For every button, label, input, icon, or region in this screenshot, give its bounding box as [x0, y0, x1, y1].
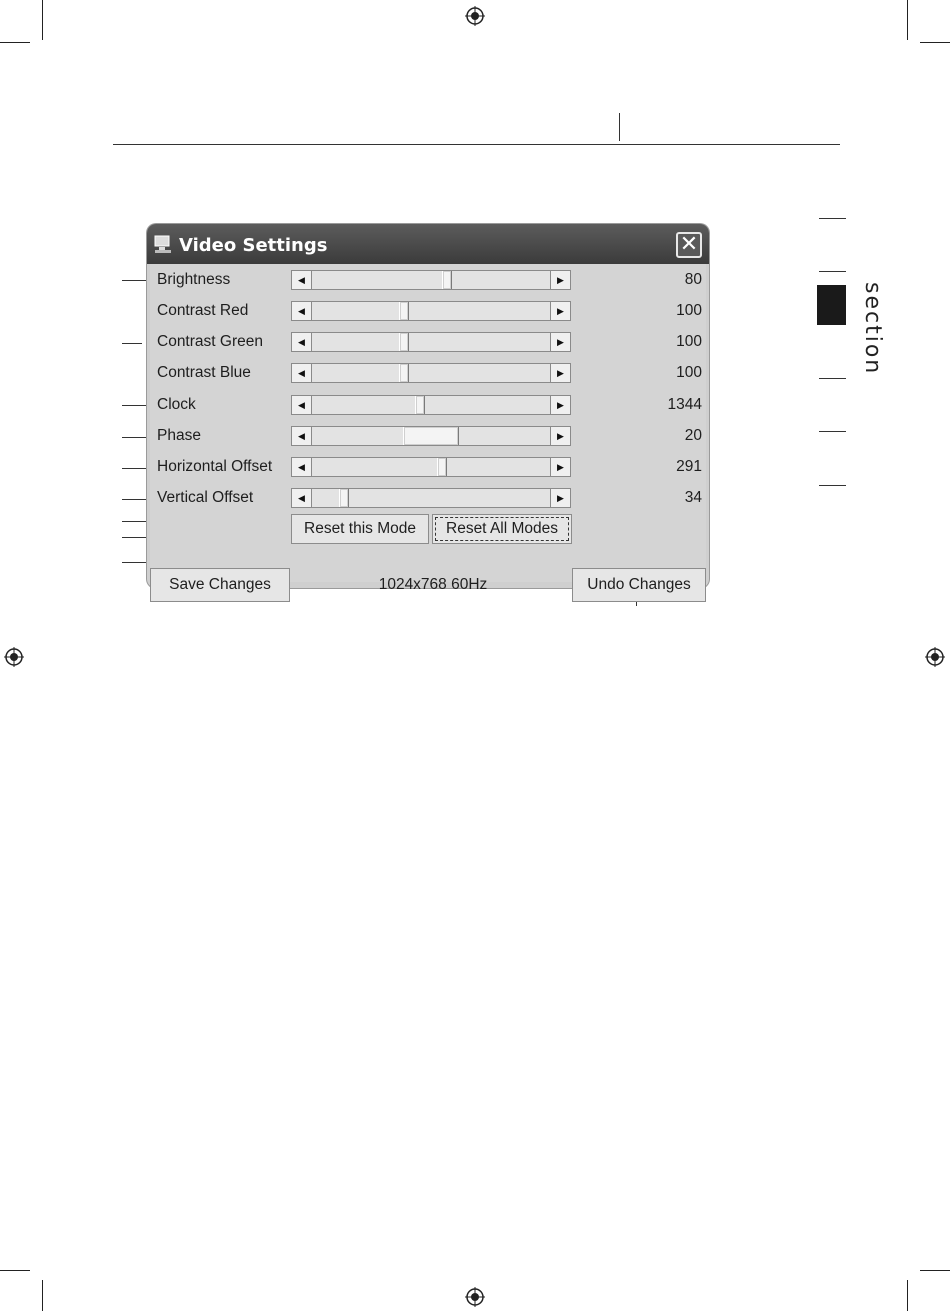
setting-value: 100 — [676, 302, 702, 319]
slider-thumb[interactable] — [442, 271, 452, 289]
side-tab-line — [819, 378, 846, 379]
setting-slider[interactable] — [291, 395, 571, 415]
registration-mark-icon — [465, 6, 485, 26]
setting-label: Contrast Green — [157, 333, 263, 350]
setting-slider[interactable] — [291, 363, 571, 383]
callout-line — [122, 280, 148, 281]
crop-mark — [907, 0, 908, 40]
right-arrow-icon[interactable]: ▶ — [550, 302, 570, 320]
right-arrow-icon[interactable]: ▶ — [550, 458, 570, 476]
setting-slider[interactable] — [291, 457, 571, 477]
slider-track[interactable] — [312, 489, 550, 507]
callout-line — [122, 499, 148, 500]
left-arrow-icon[interactable]: ◀ — [292, 489, 312, 507]
left-arrow-icon[interactable]: ◀ — [292, 302, 312, 320]
crop-mark — [0, 1270, 30, 1271]
slider-thumb[interactable] — [399, 364, 409, 382]
crop-mark — [920, 42, 950, 43]
setting-slider[interactable] — [291, 301, 571, 321]
reset-this-mode-button[interactable]: Reset this Mode — [291, 514, 429, 544]
setting-label: Phase — [157, 427, 201, 444]
setting-value: 291 — [676, 458, 702, 475]
setting-value: 34 — [684, 489, 702, 506]
slider-track[interactable] — [312, 271, 550, 289]
left-arrow-icon[interactable]: ◀ — [292, 396, 312, 414]
slider-thumb[interactable] — [415, 396, 425, 414]
section-marker — [817, 285, 846, 325]
left-arrow-icon[interactable]: ◀ — [292, 333, 312, 351]
undo-changes-button[interactable]: Undo Changes — [572, 568, 706, 602]
video-settings-window — [147, 224, 709, 593]
setting-slider[interactable] — [291, 270, 571, 290]
right-arrow-icon[interactable]: ▶ — [550, 364, 570, 382]
side-tab-line — [819, 218, 846, 219]
slider-track[interactable] — [312, 333, 550, 351]
crop-mark — [0, 42, 30, 43]
right-arrow-icon[interactable]: ▶ — [550, 333, 570, 351]
slider-track[interactable] — [312, 458, 550, 476]
save-changes-button[interactable]: Save Changes — [150, 568, 290, 602]
title-bar[interactable] — [147, 224, 709, 264]
left-arrow-icon[interactable]: ◀ — [292, 364, 312, 382]
slider-thumb[interactable] — [339, 489, 349, 507]
setting-value: 80 — [684, 271, 702, 288]
slider-track[interactable] — [312, 396, 550, 414]
registration-mark-icon — [465, 1287, 485, 1307]
slider-thumb[interactable] — [399, 302, 409, 320]
resolution-status: 1024x768 60Hz — [378, 576, 488, 593]
reset-all-modes-button[interactable]: Reset All Modes — [432, 514, 572, 544]
slider-track[interactable] — [312, 364, 550, 382]
setting-label: Clock — [157, 396, 196, 413]
slider-track[interactable] — [312, 302, 550, 320]
callout-line — [122, 562, 150, 563]
left-arrow-icon[interactable]: ◀ — [292, 458, 312, 476]
right-arrow-icon[interactable]: ▶ — [550, 427, 570, 445]
right-arrow-icon[interactable]: ▶ — [550, 396, 570, 414]
setting-value: 1344 — [667, 396, 702, 413]
registration-mark-icon — [4, 647, 24, 667]
left-arrow-icon[interactable]: ◀ — [292, 427, 312, 445]
section-label: section — [860, 282, 885, 376]
side-tab-line — [819, 431, 846, 432]
setting-label: Vertical Offset — [157, 489, 254, 506]
left-arrow-icon[interactable]: ◀ — [292, 271, 312, 289]
setting-value: 100 — [676, 333, 702, 350]
monitor-icon — [153, 234, 173, 254]
close-icon[interactable]: ✕ — [676, 232, 702, 258]
crop-mark — [42, 0, 43, 40]
settings-panel — [150, 264, 706, 593]
slider-thumb[interactable] — [399, 333, 409, 351]
setting-value: 100 — [676, 364, 702, 381]
slider-thumb[interactable] — [403, 427, 459, 445]
setting-label: Contrast Red — [157, 302, 249, 319]
slider-thumb[interactable] — [437, 458, 447, 476]
right-arrow-icon[interactable]: ▶ — [550, 489, 570, 507]
setting-slider[interactable] — [291, 488, 571, 508]
crop-mark — [907, 1280, 908, 1311]
setting-label: Brightness — [157, 271, 231, 288]
crop-mark — [920, 1270, 950, 1271]
callout-line — [122, 437, 148, 438]
header-rule — [113, 144, 840, 145]
setting-slider[interactable] — [291, 426, 571, 446]
setting-slider[interactable] — [291, 332, 571, 352]
callout-line — [122, 468, 148, 469]
right-arrow-icon[interactable]: ▶ — [550, 271, 570, 289]
callout-line — [122, 405, 148, 406]
side-tab-line — [819, 485, 846, 486]
registration-mark-icon — [925, 647, 945, 667]
setting-label: Contrast Blue — [157, 364, 251, 381]
setting-value: 20 — [684, 427, 702, 444]
setting-label: Horizontal Offset — [157, 458, 273, 475]
crop-mark — [42, 1280, 43, 1311]
callout-line — [122, 343, 142, 344]
header-divider — [619, 113, 620, 141]
side-tab-line — [819, 271, 846, 272]
slider-track[interactable] — [312, 427, 550, 445]
window-title: Video Settings — [179, 235, 328, 256]
